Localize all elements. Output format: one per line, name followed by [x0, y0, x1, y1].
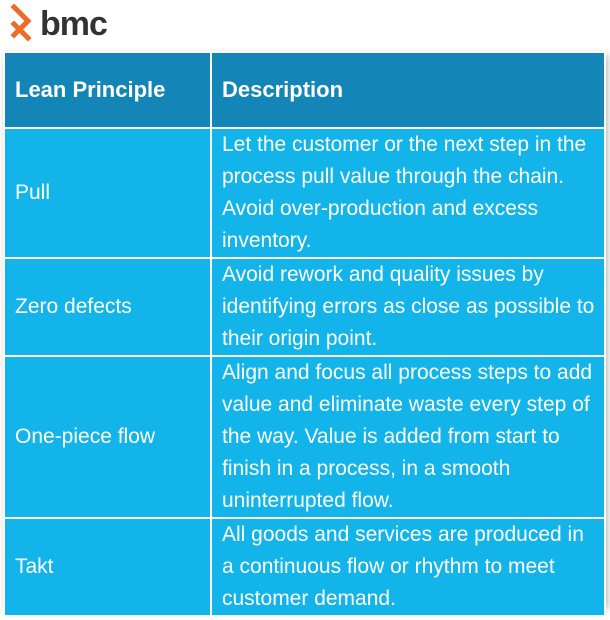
table-row — [4, 258, 605, 356]
table-row — [4, 356, 605, 518]
header-description: Description — [211, 52, 605, 128]
description-cell: All goods and services are produced in a continuous flow or rhythm to meet customer demand. — [211, 518, 605, 616]
principle-cell: One-piece flow — [4, 356, 211, 518]
table-row — [4, 518, 605, 616]
table-header-row — [4, 52, 605, 128]
lean-principles-table — [3, 51, 606, 617]
table-row — [4, 128, 605, 258]
description-cell: Let the customer or the next step in the process pull value through the chain. Avoid over-production and excess inventory. — [211, 128, 605, 258]
bmc-logo — [8, 4, 107, 44]
principle-cell: Pull — [4, 128, 211, 258]
description-cell: Avoid rework and quality issues by identifying errors as close as possible to their origin point. — [211, 258, 605, 356]
logo-text: bmc — [40, 5, 107, 43]
description-cell: Align and focus all process steps to add value and eliminate waste every step of the way. Value is added from start to finish in a process, in a smooth uninterrupted flow. — [211, 356, 605, 518]
principle-cell: Takt — [4, 518, 211, 616]
bmc-chevron-icon — [8, 4, 36, 44]
principle-cell: Zero defects — [4, 258, 211, 356]
lean-principles-table-container — [3, 51, 604, 610]
header-lean-principle: Lean Principle — [4, 52, 211, 128]
